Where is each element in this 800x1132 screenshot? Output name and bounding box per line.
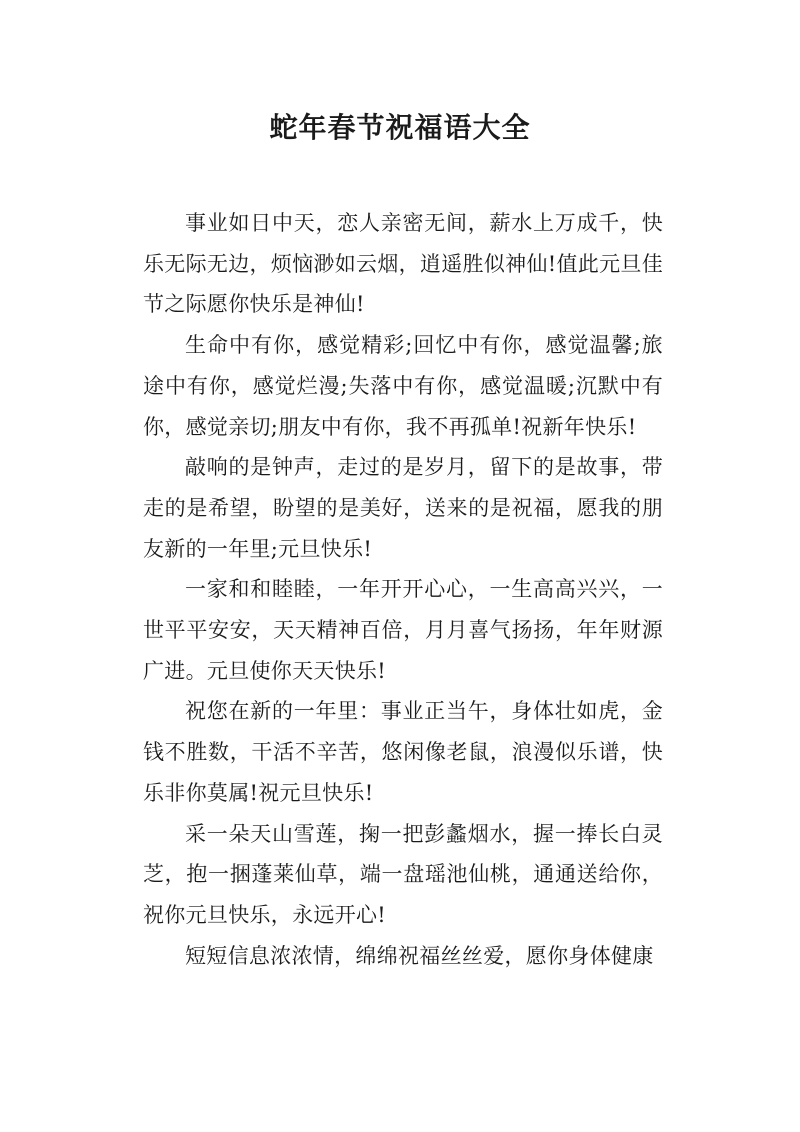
paragraph: 生命中有你，感觉精彩;回忆中有你，感觉温馨;旅途中有你，感觉烂漫;失落中有你，感觉温暖;沉默中有你，感觉亲切;朋友中有你，我不再孤单!祝新年快乐! (143, 333, 663, 439)
paragraph: 短短信息浓浓情，绵绵祝福丝丝爱，愿你身体健康 (185, 943, 654, 968)
document-body (143, 203, 663, 976)
document-title: 蛇年春节祝福语大全 (269, 111, 531, 144)
paragraph: 事业如日中天，恋人亲密无间，薪水上万成千，快乐无际无边，烦恼渺如云烟，逍遥胜似神仙!值此元旦佳节之际愿你快乐是神仙! (143, 211, 663, 317)
paragraph: 敲响的是钟声，走过的是岁月，留下的是故事，带走的是希望，盼望的是美好，送来的是祝福，愿我的朋友新的一年里;元旦快乐! (143, 455, 663, 561)
paragraph: 一家和和睦睦，一年开开心心，一生高高兴兴，一世平平安安，天天精神百倍，月月喜气扬扬，年年财源广进。元旦使你天天快乐! (143, 577, 663, 683)
paragraph: 祝您在新的一年里：事业正当午，身体壮如虎，金钱不胜数，干活不辛苦，悠闲像老鼠，浪漫似乐谱，快乐非你莫属!祝元旦快乐! (143, 699, 663, 805)
paragraph: 采一朵天山雪莲，掬一把彭蠡烟水，握一捧长白灵芝，抱一捆蓬莱仙草，端一盘瑶池仙桃，通通送给你，祝你元旦快乐，永远开心! (143, 821, 663, 927)
